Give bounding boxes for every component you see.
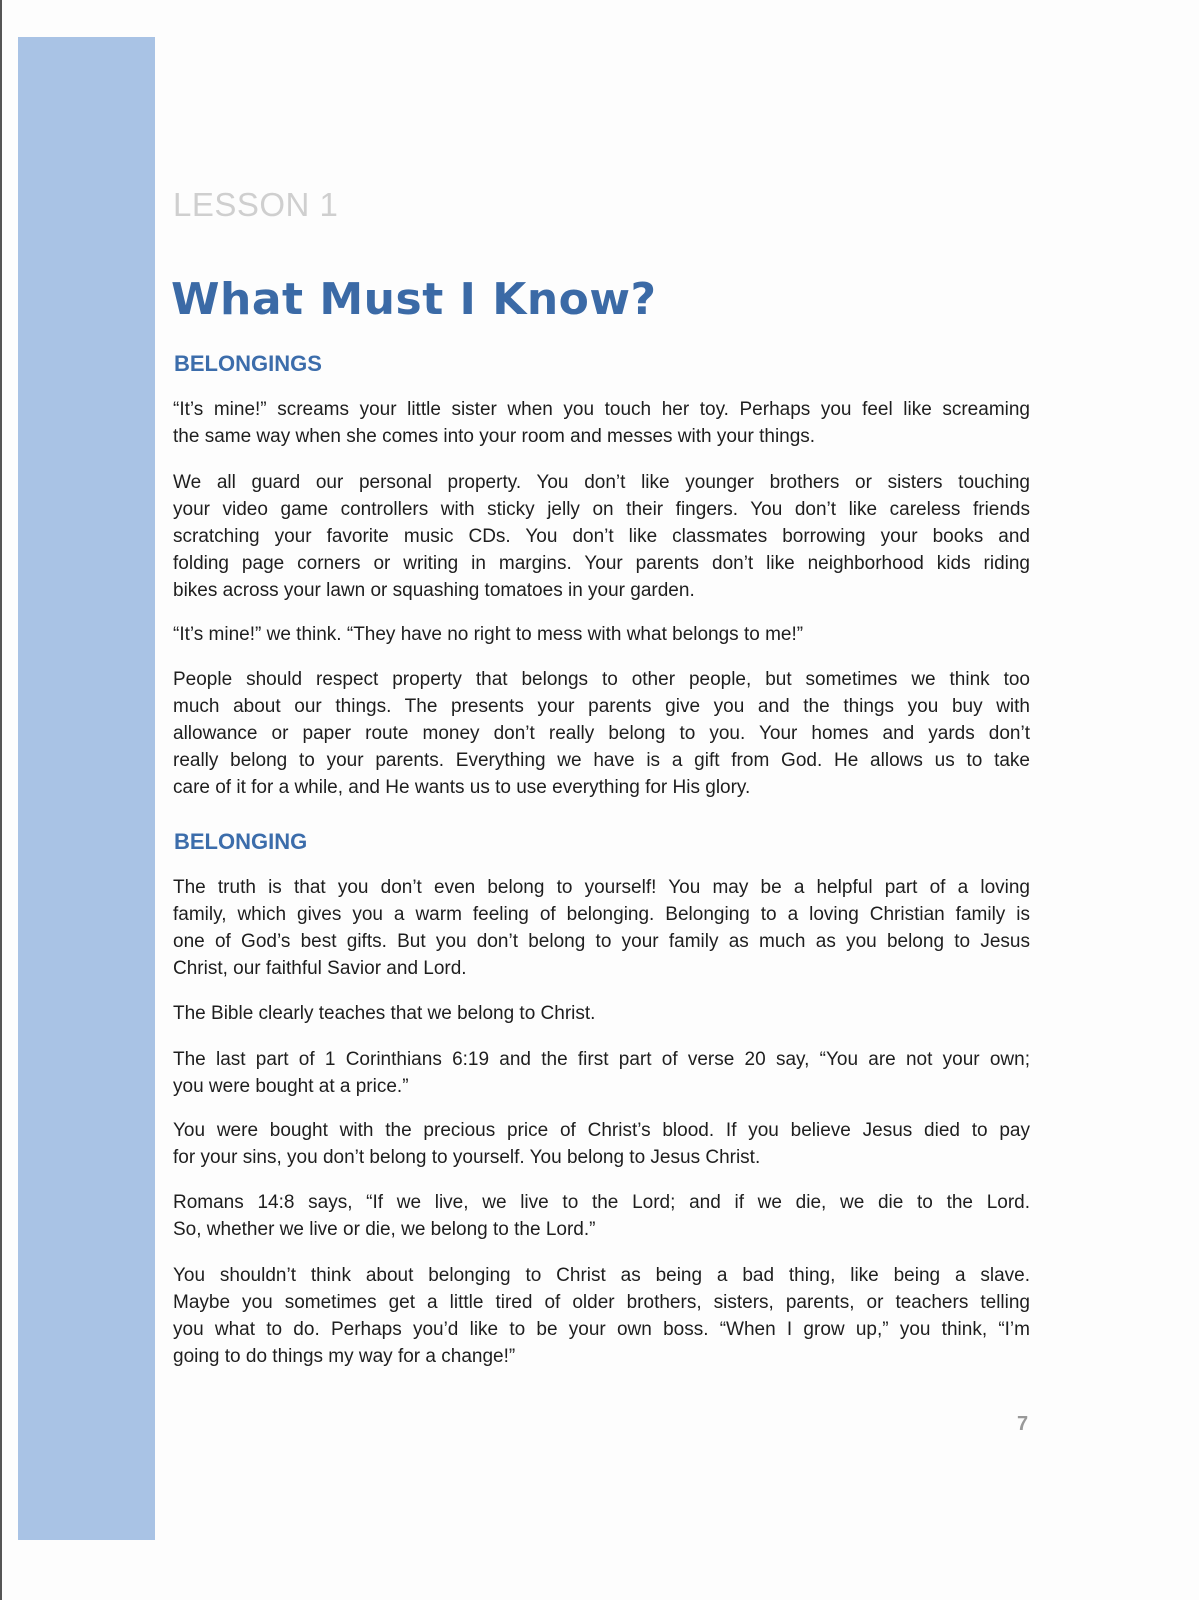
text-line: folding page corners or writing in margins. Your parents don’t like neighborhood kids riding	[173, 553, 1030, 574]
text-line: going to do things my way for a change!”	[173, 1346, 516, 1367]
text-line: really belong to your parents. Everything we have is a gift from God. He allows us to take	[173, 750, 1030, 771]
paragraph	[173, 396, 1030, 450]
paragraph	[173, 621, 1030, 648]
paragraph	[173, 1046, 1030, 1100]
text-line: You shouldn’t think about belonging to Christ as being a bad thing, like being a slave.	[173, 1265, 1030, 1286]
lesson-label: LESSON 1	[173, 186, 339, 223]
text-line: “It’s mine!” we think. “They have no right to mess with what belongs to me!”	[173, 624, 804, 645]
text-line: Maybe you sometimes get a little tired of older brothers, sisters, parents, or teachers telling	[173, 1292, 1030, 1313]
page-title: What Must I Know?	[171, 274, 657, 325]
side-color-band	[18, 37, 155, 1540]
paragraph	[173, 469, 1030, 604]
text-line: care of it for a while, and He wants us to use everything for His glory.	[173, 777, 751, 798]
text-line: bikes across your lawn or squashing tomatoes in your garden.	[173, 580, 695, 601]
text-line: The last part of 1 Corinthians 6:19 and the first part of verse 20 say, “You are not your own;	[173, 1049, 1030, 1070]
text-line: you were bought at a price.”	[173, 1076, 409, 1097]
text-line: So, whether we live or die, we belong to the Lord.”	[173, 1219, 596, 1240]
text-line: People should respect property that belongs to other people, but sometimes we think too	[173, 669, 1030, 690]
text-line: The Bible clearly teaches that we belong to Christ.	[173, 1003, 596, 1024]
paragraph	[173, 874, 1030, 982]
paragraph	[173, 1000, 1030, 1027]
paragraph	[173, 1262, 1030, 1370]
text-line: you what to do. Perhaps you’d like to be your own boss. “When I grow up,” you think, “I’m	[173, 1319, 1030, 1340]
text-line: Romans 14:8 says, “If we live, we live to the Lord; and if we die, we die to the Lord.	[173, 1192, 1030, 1213]
text-line: The truth is that you don’t even belong to yourself! You may be a helpful part of a loving	[173, 877, 1030, 898]
page-number: 7	[1017, 1413, 1029, 1435]
text-line: We all guard our personal property. You don’t like younger brothers or sisters touching	[173, 472, 1030, 493]
text-line: the same way when she comes into your room and messes with your things.	[173, 426, 816, 447]
text-line: one of God’s best gifts. But you don’t belong to your family as much as you belong to Jesus	[173, 931, 1030, 952]
paragraph	[173, 666, 1030, 801]
text-line: Christ, our faithful Savior and Lord.	[173, 958, 467, 979]
text-line: much about our things. The presents your parents give you and the things you buy with	[173, 696, 1030, 717]
text-line: “It’s mine!” screams your little sister when you touch her toy. Perhaps you feel like screaming	[173, 399, 1030, 420]
text-line: You were bought with the precious price of Christ’s blood. If you believe Jesus died to pay	[173, 1120, 1030, 1141]
text-line: scratching your favorite music CDs. You don’t like classmates borrowing your books and	[173, 526, 1030, 547]
section-heading-belonging: BELONGING	[174, 829, 308, 854]
text-line: allowance or paper route money don’t really belong to you. Your homes and yards don’t	[173, 723, 1030, 744]
text-line: your video game controllers with sticky jelly on their fingers. You don’t like careless friends	[173, 499, 1030, 520]
page-edge	[0, 0, 2, 1600]
paragraph	[173, 1189, 1030, 1243]
section-heading-belongings: BELONGINGS	[174, 351, 322, 376]
text-line: family, which gives you a warm feeling of belonging. Belonging to a loving Christian family is	[173, 904, 1030, 925]
text-line: for your sins, you don’t belong to yourself. You belong to Jesus Christ.	[173, 1147, 761, 1168]
paragraph	[173, 1117, 1030, 1171]
